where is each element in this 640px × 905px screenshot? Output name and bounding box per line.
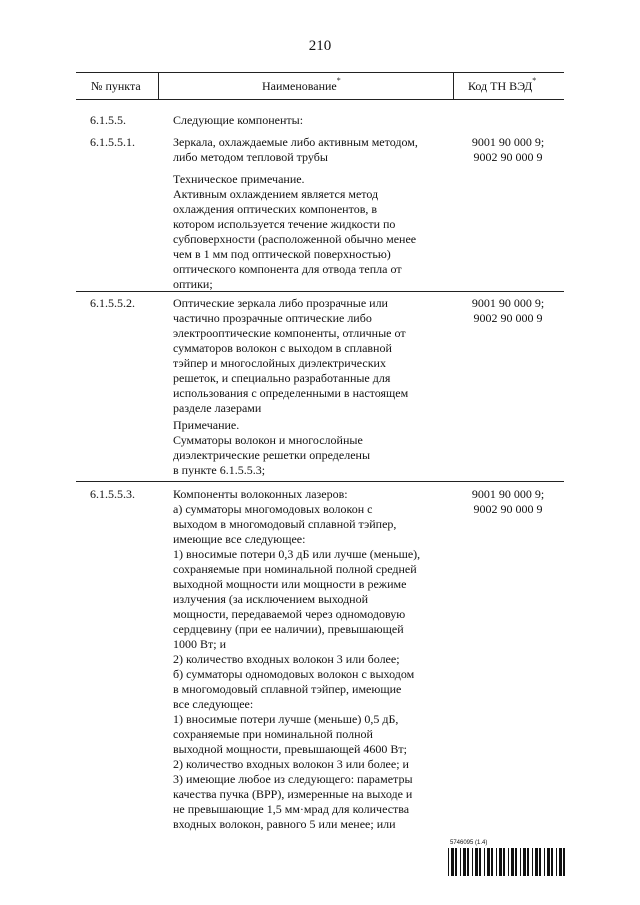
- row-divider: [76, 481, 564, 482]
- page-number: 210: [308, 38, 332, 54]
- technical-note: Техническое примечание. Активным охлаждением является метод охлаждения оптических компонентов, в котором используется течение жидкости по субповерхности (расположенной обычно менее чем в 1 мм под оптической поверхностью) оптического компонента для отвода тепла от оптики;: [173, 172, 417, 291]
- note: Примечание. Сумматоры волокон и многослойные диэлектрические решетки определены в пункте 6.1.5.5.3;: [173, 418, 371, 477]
- row-code: 9001 90 000 9; 9002 90 000 9: [471, 135, 545, 164]
- barcode-caption: 5746095 (1.4): [450, 840, 488, 846]
- row-name: Следующие компоненты:: [173, 113, 304, 127]
- col-number-header: № пункта: [91, 79, 141, 93]
- col-name-header: Наименование*: [262, 76, 341, 93]
- row-name: Компоненты волоконных лазеров: а) сумматоры многомодовых волокон с выходом в многомодовый сплавной тэйпер, имеющие все следующее: 1) вносимые потери 0,3 дБ или лучше (меньше), сохраняемые при номинальной полной средней выходной мощности или мощности в режиме излучения (за исключением выходной мощности, передаваемой через одномодовую сердцевину (при ее наличии), превышающей 1000 Вт; и 2) количество входных волокон 3 или более; б) сумматоры одномодовых волокон с выходом в многомодовый сплавной тэйпер, имеющие все следующее: 1) вносимые потери лучше (меньше) 0,5 дБ, сохраняемые при номинальной полной выходной мощности, превышающей 4600 Вт; 2) количество входных волокон 3 или более; и 3) имеющие любое из следующего: параметры качества пучка (BPP), измеренные на выходе и не превышающие 1,5 мм·мрад для количества входных волокон, равного 5 или менее; или: [173, 487, 421, 831]
- row-number: 6.1.5.5.2.: [90, 296, 135, 310]
- row-number: 6.1.5.5.1.: [90, 135, 135, 149]
- barcode: [448, 848, 566, 876]
- row-divider: [76, 291, 564, 292]
- row-number: 6.1.5.5.3.: [90, 487, 135, 501]
- row-name: Оптические зеркала либо прозрачные или частично прозрачные оптические либо электрооптические компоненты, отличные от сумматоров волокон с выходом в сплавной тэйпер и многослойных диэлектрических решеток, и специально разработанные для использования с определенными в настоящем разделе лазерами: [173, 296, 409, 415]
- row-name: Зеркала, охлаждаемые либо активным методом, либо методом тепловой трубы: [173, 135, 418, 164]
- row-code: 9001 90 000 9; 9002 90 000 9: [471, 296, 545, 325]
- row-number: 6.1.5.5.: [90, 113, 126, 127]
- row-code: 9001 90 000 9; 9002 90 000 9: [471, 487, 545, 516]
- table-header: [76, 72, 564, 100]
- col-code-header: Код ТН ВЭД*: [468, 76, 537, 93]
